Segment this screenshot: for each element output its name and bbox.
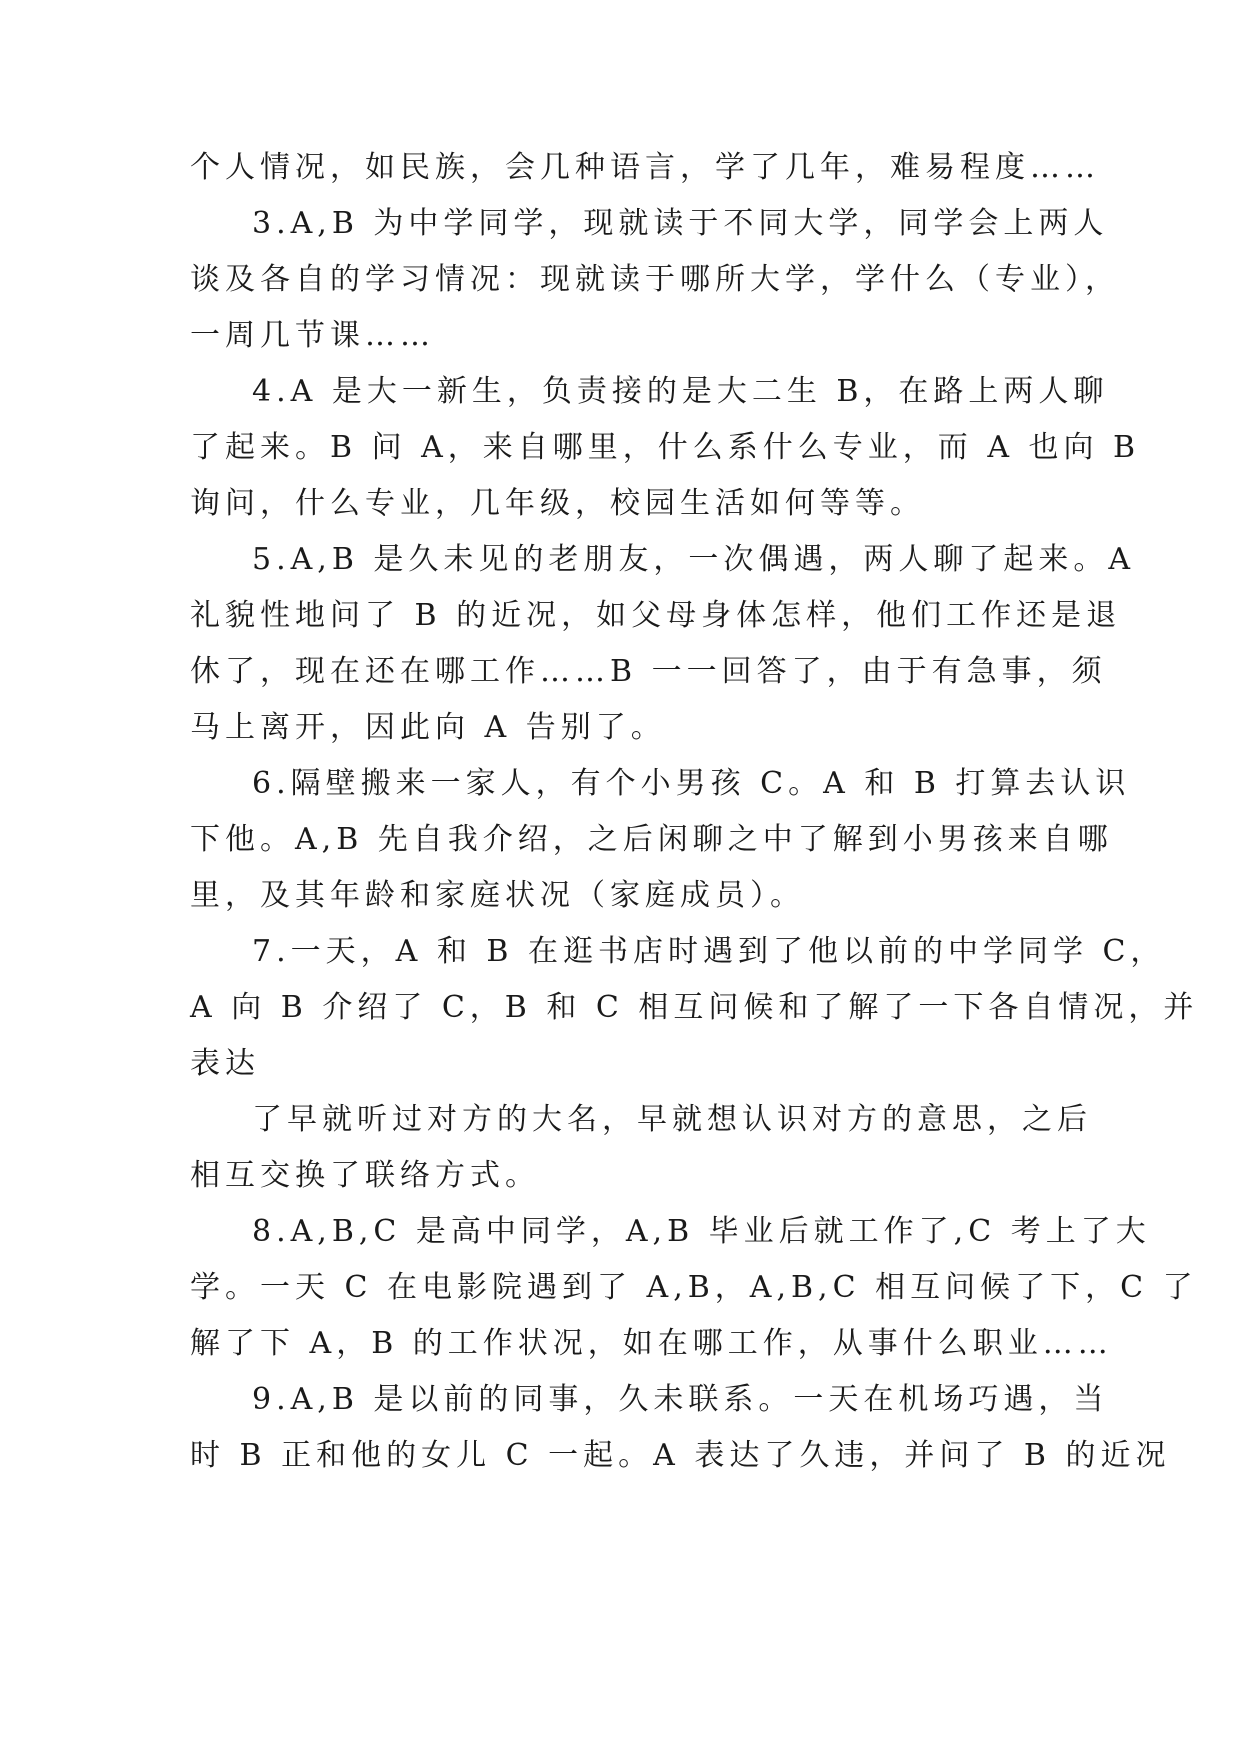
- text-line: 学。一天 C 在电影院遇到了 A,B，A,B,C 相互问候了下，C 了: [190, 1270, 1198, 1305]
- text-line-item-5: 5.A,B 是久未见的老朋友，一次偶遇，两人聊了起来。A: [252, 542, 1136, 577]
- text-line-item-7: 7.一天，A 和 B 在逛书店时遇到了他以前的中学同学 C，: [252, 934, 1166, 969]
- text-line-item-9: 9.A,B 是以前的同事，久未联系。一天在机场巧遇，当: [252, 1382, 1109, 1417]
- text-line: 马上离开，因此向 A 告别了。: [190, 710, 666, 745]
- text-line: 了起来。B 问 A，来自哪里，什么系什么专业，而 A 也向 B: [190, 430, 1141, 465]
- text-line-item-3: 3.A,B 为中学同学，现就读于不同大学，同学会上两人: [252, 206, 1109, 241]
- text-line-item-8: 8.A,B,C 是高中同学，A,B 毕业后就工作了,C 考上了大: [252, 1214, 1151, 1249]
- text-line: 休了，现在还在哪工作……B 一一回答了，由于有急事，须: [190, 654, 1107, 689]
- text-line: 时 B 正和他的女儿 C 一起。A 表达了久违，并问了 B 的近况: [190, 1438, 1171, 1473]
- text-line-item-4: 4.A 是大一新生，负责接的是大二生 B，在路上两人聊: [252, 374, 1109, 409]
- text-line: A 向 B 介绍了 C，B 和 C 相互问候和了解了一下各自情况，并: [190, 990, 1199, 1025]
- text-line-item-6: 6.隔壁搬来一家人，有个小男孩 C。A 和 B 打算去认识: [252, 766, 1131, 801]
- text-line: 个人情况，如民族，会几种语言，学了几年，难易程度……: [190, 150, 1100, 185]
- text-line: 里，及其年龄和家庭状况（家庭成员）。: [190, 878, 805, 913]
- text-line: 相互交换了联络方式。: [190, 1158, 540, 1193]
- text-line: 礼貌性地问了 B 的近况，如父母身体怎样，他们工作还是退: [190, 598, 1122, 633]
- text-line: 询问，什么专业，几年级，校园生活如何等等。: [190, 486, 925, 521]
- text-line: 下他。A,B 先自我介绍，之后闲聊之中了解到小男孩来自哪: [190, 822, 1113, 857]
- text-line: 表达: [190, 1046, 260, 1081]
- text-line: 了早就听过对方的大名，早就想认识对方的意思，之后: [252, 1102, 1092, 1137]
- text-line: 解了下 A，B 的工作状况，如在哪工作，从事什么职业……: [190, 1326, 1113, 1361]
- text-line: 谈及各自的学习情况：现就读于哪所大学，学什么（专业），: [190, 262, 1120, 297]
- text-line: 一周几节课……: [190, 318, 435, 353]
